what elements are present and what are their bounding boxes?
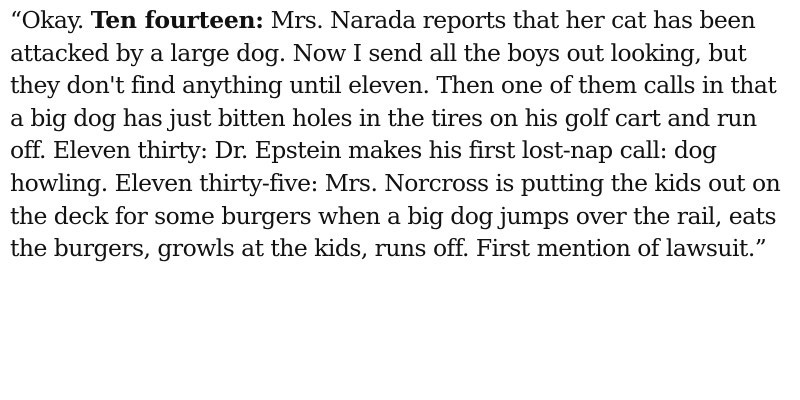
- quote-opening: “Okay.: [10, 6, 91, 34]
- quote-body: Mrs. Narada reports that her cat has been attacked by a large dog. Now I send all the boys out looking, but they don't find anything until eleven. Then one of them calls in that a big dog has just bitten holes in the tires on his golf cart and run off. Eleven thirty: Dr. Epstein makes his first lost-nap call: dog howling. Eleven thirty-five: Mrs. Norcross is putting the kids out on the deck for some burgers when a big dog jumps over the rail, eats the burgers, growls at the kids, runs off. First mention of lawsuit.”: [10, 6, 781, 263]
- quote-passage: [10, 4, 790, 265]
- time-heading: Ten fourteen:: [90, 6, 264, 34]
